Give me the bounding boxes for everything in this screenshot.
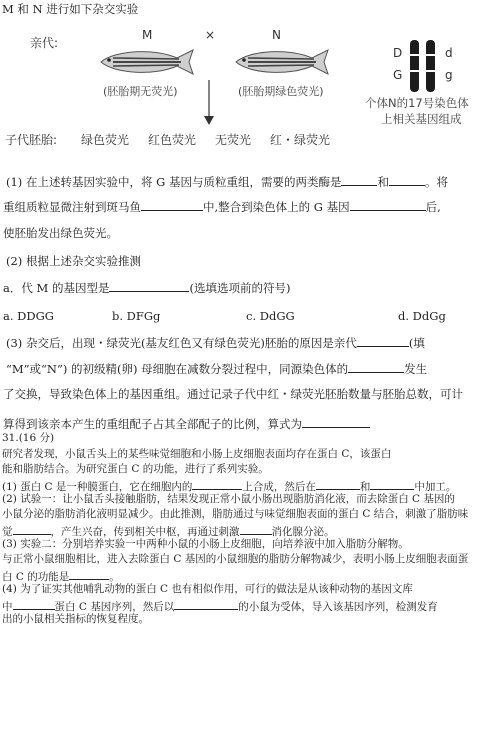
chromosome-right	[426, 40, 435, 92]
q31-p4-b3: 的小鼠为受体，导入该基因序列，检测发育	[238, 601, 438, 613]
gene-d-lower: d	[445, 46, 453, 60]
q31-p4-b2: 蛋白 C 基因序列，然后以	[54, 601, 175, 613]
parent-n-label: N	[272, 28, 281, 42]
q3-line2-a: “M”或“N”) 的初级精(卵) 母细胞在减数分裂过程中，同源染色体的	[6, 362, 349, 376]
gene-g-lower: g	[445, 68, 453, 82]
q3-blank-chromatid[interactable]	[348, 361, 404, 373]
down-arrow-icon	[202, 80, 216, 126]
offspring-red-green: 红・绿荧光	[270, 133, 331, 147]
chromosome-left	[410, 40, 419, 92]
q3-line3: 了交换，导致染色体上的基因重组。通过记录子代中红・绿荧光胚胎数量与胚胎总数，可计	[3, 387, 463, 401]
q1-line2-c: 后,	[425, 200, 441, 214]
cross-symbol: ×	[205, 28, 216, 42]
q3-blank-parent[interactable]	[357, 335, 409, 347]
q31-p3-line3	[2, 568, 120, 584]
q31-p1-d: 中加工。	[414, 481, 457, 493]
q31-p2-line2: 小鼠分泌的脂肪消化液明显减少。由此推测，脂肪通过与味觉细胞表面的蛋白 C 结合，刺激了脂肪味	[2, 508, 469, 520]
q31-p3-line1: (3) 实验二：分别培养实验一中两种小鼠的小肠上皮细胞，向培养液中加入脂肪分解物。	[2, 538, 409, 550]
q2-blank-genotype[interactable]	[109, 280, 189, 292]
q2-a-line-a: a．代 M 的基因型是	[3, 281, 110, 295]
q3-line1-a: (3) 杂交后，出现・绿荧光(基友红色又有绿色荧光)胚胎的原因是亲代	[6, 336, 357, 350]
q31-intro-2: 能和脂肪结合。为研究蛋白 C 的功能，进行了系列实验。	[2, 463, 269, 475]
q31-p1-b: 上合成，然后在	[242, 481, 316, 493]
q31-blank-nerve[interactable]	[240, 523, 272, 535]
fish-n-caption: (胚胎期绿色荧光)	[238, 85, 324, 98]
q31-blank-organelle1[interactable]	[192, 478, 242, 490]
q31-blank-function[interactable]	[69, 568, 109, 580]
q2-option-a[interactable]: a. DDGG	[3, 309, 54, 323]
q1-blank-enzyme2[interactable]	[389, 174, 425, 186]
q3-line2	[6, 361, 427, 376]
q2-option-d[interactable]: d. DdGg	[398, 309, 446, 323]
q31-blank-receptor[interactable]	[13, 523, 51, 535]
q31-p2-c3: 消化腺分泌。	[271, 526, 335, 538]
q31-p1-a: (1) 蛋白 C 是一种膜蛋白，它在细胞内的	[2, 481, 193, 493]
offspring-none: 无荧光	[215, 133, 252, 147]
q31-p2-c1: 觉	[2, 526, 13, 538]
q31-p1-c: 和	[359, 481, 371, 493]
q31-p2-line1: (2) 试验一：让小鼠舌头接触脂肪，结果发现正常小鼠小肠出现脂肪消化液，而去除蛋白 C 基因的	[2, 493, 455, 505]
fish-m-icon	[95, 44, 195, 80]
q3-line2-b: 发生	[404, 362, 428, 376]
q1-line1-b: 和	[377, 175, 389, 189]
q2-a-line	[3, 280, 290, 295]
offspring-green: 绿色荧光	[81, 133, 130, 147]
q31-intro-1: 研究者发现，小鼠舌头上的某些味觉细胞和小肠上皮细胞表面均存在蛋白 C，该蛋白	[2, 448, 392, 460]
q31-p4-line1: (4) 为了证实其他哺乳动物的蛋白 C 也有相似作用，可行的做法是从该种动物的基因文库	[2, 583, 413, 595]
q31-p2-line3	[2, 523, 335, 539]
header-line: M 和 N 进行如下杂交实验	[2, 2, 139, 16]
q3-line1	[6, 335, 425, 350]
q2-option-b[interactable]: b. DFGg	[112, 309, 161, 323]
q31-blank-method[interactable]	[13, 598, 55, 610]
q1-blank-cell[interactable]	[141, 199, 203, 211]
q31-title: 31.(16 分)	[2, 432, 55, 444]
q2-title: (2) 根据上述杂交实验推测	[6, 254, 141, 268]
q2-a-line-b: (选填选项前的符号)	[189, 281, 291, 295]
q1-line2	[3, 199, 441, 214]
q1-line2-a: 重组质粒显微注射到斑马鱼	[3, 200, 141, 214]
q3-blank-formula[interactable]	[302, 416, 370, 428]
q1-blank-enzyme1[interactable]	[341, 174, 377, 186]
q2-option-c[interactable]: c. DdGG	[246, 309, 295, 323]
offspring-red: 红色荧光	[148, 133, 197, 147]
q3-line4	[3, 416, 370, 431]
q31-p2-c2: ，产生兴奋，传到相关中枢，再通过刺激	[50, 526, 240, 538]
q31-blank-organelle3[interactable]	[370, 478, 414, 490]
chromosome-caption-2: 上相关基因组成	[381, 112, 462, 126]
q31-p1	[2, 478, 456, 494]
parent-m-label: M	[142, 28, 153, 42]
q31-p4-line3: 出的小鼠相关指标的恢复程度。	[2, 613, 149, 625]
q3-line4-text: 算得到该亲本产生的重组配子占其全部配子的比例，算式为	[3, 417, 302, 431]
fish-m-caption: (胚胎期无荧光)	[103, 85, 178, 98]
fish-n-icon	[230, 44, 330, 80]
parent-label: 亲代:	[30, 36, 59, 50]
gene-d-upper: D	[393, 46, 403, 60]
chromosome-caption-1: 个体N的17号染色体	[365, 96, 469, 110]
q31-p3-c1: 白 C 的功能是	[2, 571, 70, 583]
q3-line1-b: (填	[408, 336, 425, 350]
q31-blank-recipient[interactable]	[174, 598, 238, 610]
q1-line1-c: 。将	[424, 175, 448, 189]
q31-p4-line2	[2, 598, 438, 614]
q31-blank-organelle2[interactable]	[316, 478, 360, 490]
q31-p3-c2: 。	[109, 571, 120, 583]
q31-p4-b1: 中	[2, 601, 13, 613]
offspring-label: 子代胚胎:	[5, 133, 58, 147]
q1-blank-expression[interactable]	[350, 199, 426, 211]
q1-line1-a: (1) 在上述转基因实验中，将 G 基因与质粒重组，需要的两类酶是	[6, 175, 342, 189]
gene-g-upper: G	[393, 68, 403, 82]
q31-p3-line2: 与正常小鼠细胞相比，进入去除蛋白 C 基因的小鼠细胞的脂肪分解物减少，表明小肠上皮细胞表面蛋	[2, 553, 469, 565]
q1-line3: 使胚胎发出绿色荧光。	[3, 226, 118, 240]
q1-line2-b: 中,整合到染色体上的 G 基因	[203, 200, 350, 214]
q1-line1	[6, 174, 448, 189]
